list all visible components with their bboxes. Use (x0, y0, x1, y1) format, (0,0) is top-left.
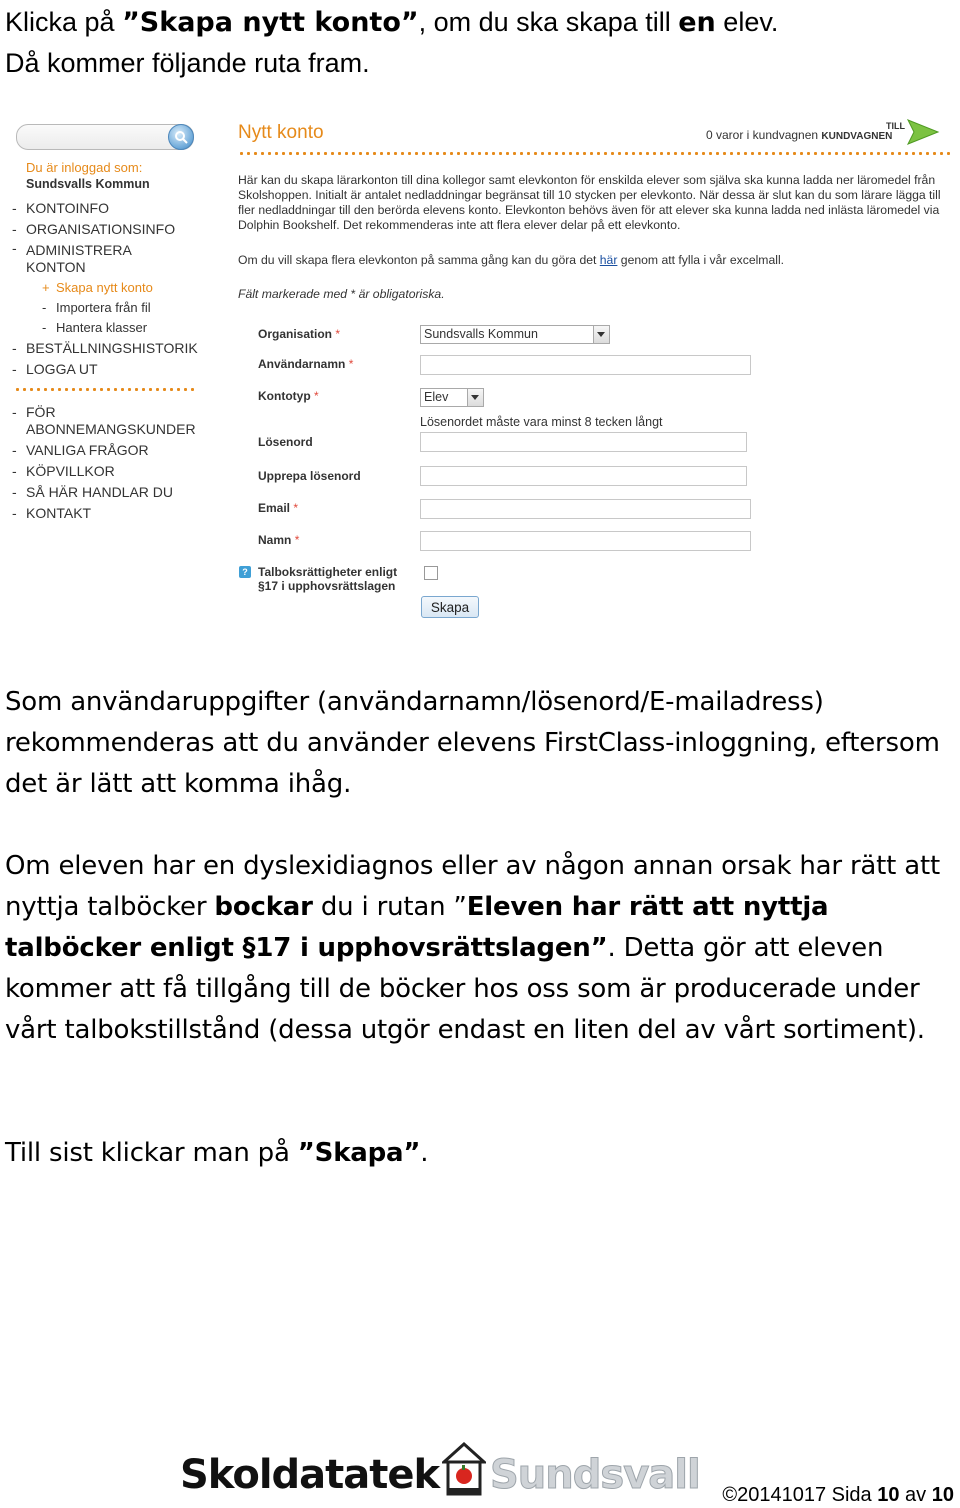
cart-label: KUNDVAGNEN (821, 131, 893, 142)
paragraph-text: . Detta gör att eleven kommer att få tillgång till de böcker hos oss som är producerade under vårt talbokstillstånd (dessa utgör endast en liten del av vårt sortiment). (5, 933, 925, 1045)
required-mark: * (293, 501, 299, 515)
sidebar-item-kontakt[interactable]: - KONTAKT (12, 503, 222, 524)
sidebar-subitem-hantera-klasser[interactable]: - Hantera klasser (12, 318, 222, 338)
cart-arrow-icon[interactable] (906, 118, 940, 146)
multi-note-text: genom att fylla i vår excelmall. (617, 253, 785, 267)
paragraph-text: du i rutan ” (312, 892, 467, 922)
paragraph-text: . (420, 1138, 429, 1168)
mandatory-note: Fält markerade med * är obligatoriska. (238, 287, 445, 301)
talbok-label-line: Talboksrättigheter enligt (258, 565, 398, 579)
cart-count: 0 varor i kundvagnen (706, 128, 819, 142)
skapa-button[interactable]: Skapa (421, 596, 479, 618)
organisation-select[interactable] (420, 325, 610, 344)
label-text: Organisation (258, 327, 333, 341)
sidebar-divider (14, 388, 196, 391)
logo-text-right: Sundsvall (490, 1452, 700, 1498)
page-total: 10 (931, 1484, 954, 1506)
sidebar-item-kontoinfo[interactable]: - KONTOINFO (12, 198, 222, 219)
sidebar-item-logga-ut[interactable]: - LOGGA UT (12, 359, 222, 380)
sidebar-item-administrera-konton[interactable]: - ADMINISTRERA KONTON (12, 240, 146, 278)
password-input[interactable] (420, 432, 747, 452)
email-input[interactable] (420, 499, 751, 519)
page-footer (722, 1484, 954, 1507)
paragraph-final (5, 1133, 945, 1174)
required-mark: * (335, 327, 341, 341)
name-label (258, 533, 299, 547)
talbok-label (258, 565, 397, 593)
label-text: Namn (258, 533, 292, 547)
header-divider (238, 152, 950, 155)
school-house-icon (442, 1442, 486, 1498)
email-label (258, 501, 298, 515)
logged-in-label: Du är inloggad som: (26, 160, 143, 175)
excel-template-link[interactable]: här (599, 253, 618, 267)
talbok-label-line: §17 i upphovsrättslagen (258, 579, 396, 593)
intro-bold-en: en (678, 7, 716, 38)
organisation-value: Sundsvalls Kommun (424, 327, 538, 341)
name-input[interactable] (420, 531, 751, 551)
skoldatatek-logo (180, 1442, 700, 1502)
account-type-label (258, 389, 319, 403)
sidebar-item-abonnemangskunder[interactable]: - FÖR ABONNEMANGSKUNDER (12, 404, 216, 440)
paragraph-credentials: Som användaruppgifter (användarnamn/lösenord/E-mailadress) rekommenderas att du använder elevens FirstClass-inloggning, eftersom det är lätt att komma ihåg. (5, 687, 940, 799)
paragraph-talbok (5, 846, 945, 1051)
label-text: Email (258, 501, 291, 515)
organisation-label (258, 327, 340, 341)
sidebar-subitem-importera[interactable]: - Importera från fil (12, 298, 222, 318)
account-type-select[interactable] (420, 388, 484, 407)
sidebar-item-kopvillkor[interactable]: - KÖPVILLKOR (12, 461, 222, 482)
password-repeat-input[interactable] (420, 466, 747, 486)
required-mark: * (294, 533, 300, 547)
sidebar-item-bestallningshistorik[interactable]: - BESTÄLLNINGSHISTORIK (12, 338, 222, 359)
logo-text-left: Skoldatatek (180, 1452, 440, 1498)
username-input[interactable] (420, 355, 751, 375)
chevron-down-icon (593, 326, 609, 343)
intro-text-part: elev. (715, 7, 779, 37)
sidebar-item-sa-har-handlar-du[interactable]: - SÅ HÄR HANDLAR DU (12, 482, 222, 503)
required-mark: * (314, 389, 319, 403)
label-text: Användarnamn (258, 357, 346, 371)
footer-text: ©20141017 Sida (722, 1484, 878, 1506)
required-mark: * (348, 357, 354, 371)
intro-text-part: Klicka på (5, 7, 123, 37)
intro-bold-button-name: ”Skapa nytt konto” (122, 7, 419, 38)
paragraph-bold: ”Skapa” (297, 1138, 421, 1168)
paragraph-text: Om eleven har en dyslexidiagnos eller av någon annan orsak har rätt att nyttja talböcker (5, 851, 940, 922)
logged-in-user: Sundsvalls Kommun (26, 177, 150, 191)
talbok-checkbox[interactable] (424, 566, 438, 580)
paragraph-text: Till sist klickar man på (5, 1138, 298, 1168)
intro-text-part: , om du ska skapa till (418, 7, 679, 37)
help-icon[interactable]: ? (239, 566, 251, 578)
logged-in-info (26, 160, 150, 192)
account-form-screenshot (0, 110, 960, 640)
footer-text: av (899, 1484, 932, 1506)
username-label (258, 357, 353, 371)
paragraph-bold: Eleven har rätt att nyttja talböcker enligt §17 i upphovsrättslagen” (5, 892, 829, 963)
sidebar-menu (12, 198, 222, 524)
sidebar-item-organisationsinfo[interactable]: - ORGANISATIONSINFO (12, 219, 222, 240)
search-button[interactable] (168, 124, 194, 150)
paragraph-bold: bockar (214, 892, 313, 922)
form-description: Här kan du skapa lärarkonton till dina kollegor samt elevkonton för enskilda elever som själva ska kunna ladda ner läromedel från Skolshoppen. Initialt är antalet nedladdningar begränsat till 10 stycken per elevkonto. När dessa är slut kan du som lärare lägga till fler nedladdningar till den berörda elevens konto. Elevkonton behövs även för att elever ska kunna ladda ned inlästa läromedel via Dolphin Bookshelf. Det rekommenderas inte att flera elever delar på ett elevkonto. (238, 173, 941, 232)
intro-line-2: Då kommer följande ruta fram. (5, 48, 370, 78)
sidebar-subitem-skapa-nytt-konto[interactable]: + Skapa nytt konto (12, 278, 222, 298)
password-repeat-label: Upprepa lösenord (258, 469, 361, 483)
page-title: Nytt konto (238, 122, 324, 143)
search-icon (174, 130, 188, 144)
multi-account-note (238, 253, 784, 267)
multi-note-text: Om du vill skapa flera elevkonton på samma gång kan du göra det (238, 253, 600, 267)
password-hint: Lösenordet måste vara minst 8 tecken långt (420, 415, 663, 429)
page-number: 10 (877, 1484, 900, 1506)
label-text: Kontotyp (258, 389, 311, 403)
account-type-value: Elev (424, 390, 449, 404)
cart-status[interactable] (706, 128, 892, 142)
cart-top-label: TILL (886, 121, 905, 131)
password-label: Lösenord (258, 435, 313, 449)
intro-line-1 (5, 2, 945, 43)
sidebar-item-vanliga-fragor[interactable]: - VANLIGA FRÅGOR (12, 440, 222, 461)
chevron-down-icon (467, 389, 483, 406)
intro-text (5, 2, 945, 83)
